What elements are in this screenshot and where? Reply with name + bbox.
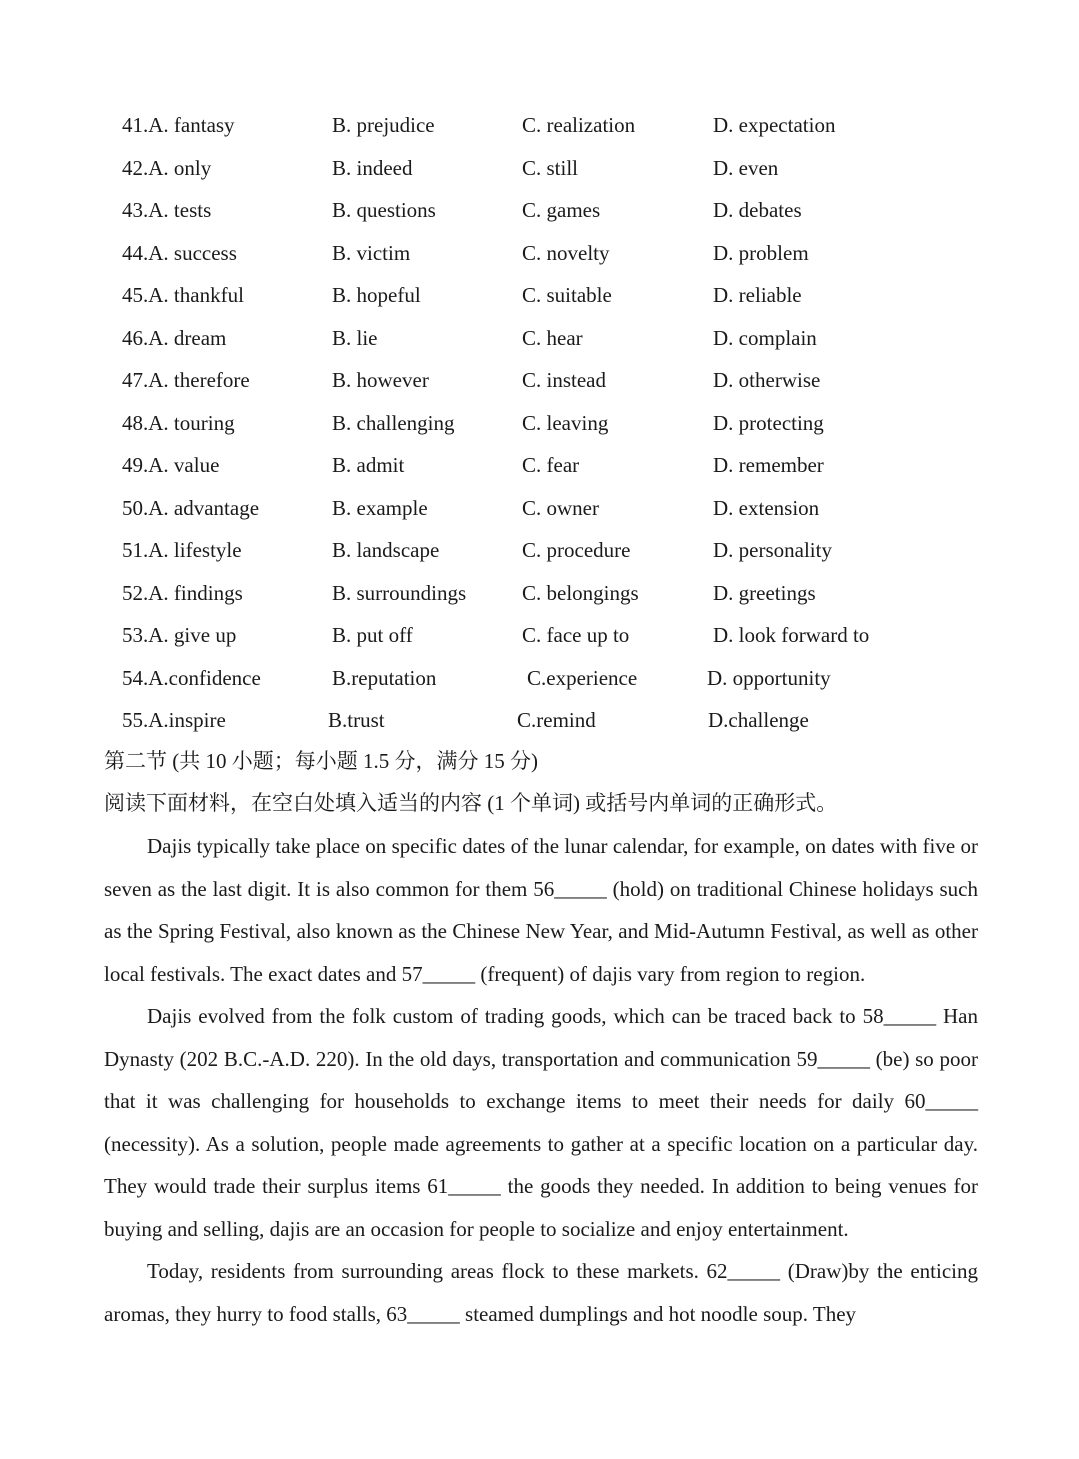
option-b: B. indeed [332, 155, 413, 180]
section-instruction: 阅读下面材料，在空白处填入适当的内容 (1 个单词) 或括号内单词的正确形式。 [104, 791, 838, 815]
option-a: 43.A. tests [122, 198, 212, 222]
option-a: 44.A. success [122, 240, 237, 265]
option-b: B. questions [332, 198, 436, 222]
option-a: 47.A. therefore [122, 368, 250, 392]
option-a: 53.A. give up [122, 623, 237, 647]
option-a: 50.A. advantage [122, 495, 260, 520]
option-c: C.remind [517, 708, 596, 732]
option-a: 42.A. only [122, 155, 212, 180]
option-a: 41.A. fantasy [122, 113, 235, 137]
option-b: B.trust [328, 708, 385, 732]
option-c: C. realization [522, 113, 636, 137]
option-d: D. personality [713, 538, 832, 562]
option-d: D. remember [713, 453, 824, 477]
option-row-43 [0, 189, 1079, 232]
option-row-45 [0, 274, 1079, 317]
option-a: 48.A. touring [122, 410, 235, 435]
multiple-choice-options [0, 104, 1079, 742]
option-row-50 [0, 487, 1079, 530]
option-b: B. prejudice [332, 113, 435, 137]
option-row-51 [0, 529, 1079, 572]
option-d: D.challenge [708, 708, 809, 732]
option-d: D. protecting [713, 410, 824, 435]
option-c: C. novelty [522, 240, 610, 265]
option-c: C. leaving [522, 410, 609, 435]
option-d: D. even [713, 155, 779, 180]
option-a: 55.A.inspire [122, 708, 226, 732]
passage-paragraph-3: Today, residents from surrounding areas flock to these markets. 62_____ (Draw)by the enticing aromas, they hurry to food stalls, 63_____ steamed dumplings and hot noodle soup. They [104, 1259, 978, 1326]
option-d: D. look forward to [713, 623, 870, 647]
option-row-42 [0, 147, 1079, 190]
option-c: C.experience [527, 665, 638, 690]
option-d: D. problem [713, 240, 809, 265]
reading-passage [104, 825, 978, 1335]
option-d: D. debates [713, 198, 802, 222]
option-d: D. greetings [713, 580, 816, 605]
option-b: B. victim [332, 240, 411, 265]
option-d: D. expectation [713, 113, 836, 137]
option-row-48 [0, 402, 1079, 445]
option-row-49 [0, 444, 1079, 487]
option-row-41 [0, 104, 1079, 147]
passage-paragraph-1: Dajis typically take place on specific dates of the lunar calendar, for example, on dates with five or seven as the last digit. It is also common for them 56_____ (hold) on traditional Chinese holidays such as the Spring Festival, also known as the Chinese New Year, and Mid-Autumn Festival, as well as other local festivals. The exact dates and 57_____ (frequent) of dajis vary from region to region. [104, 834, 978, 986]
option-row-46 [0, 317, 1079, 360]
option-b: B. admit [332, 453, 405, 477]
option-c: C. instead [522, 368, 606, 392]
option-c: C. procedure [522, 538, 631, 562]
option-row-55 [0, 699, 1079, 742]
option-b: B. challenging [332, 410, 455, 435]
option-c: C. face up to [522, 623, 630, 647]
option-d: D. extension [713, 495, 820, 520]
option-b: B.reputation [332, 665, 437, 690]
option-a: 52.A. findings [122, 580, 243, 605]
option-row-52 [0, 572, 1079, 615]
option-c: C. owner [522, 495, 599, 520]
passage-paragraph-2: Dajis evolved from the folk custom of trading goods, which can be traced back to 58_____ Han Dynasty (202 B.C.-A.D. 220). In the old days, transportation and communication 59_____ (be) so poor that it was challenging for households to exchange items to meet their needs for daily 60_____ (necessity). As a solution, people made agreements to gather at a specific location on a particular day. They would trade their surplus items 61_____ the goods they needed. In addition to being venues for buying and selling, dajis are an occasion for people to socialize and enjoy entertainment. [104, 1004, 978, 1241]
option-c: C. still [522, 155, 579, 180]
option-row-54 [0, 657, 1079, 700]
option-a: 51.A. lifestyle [122, 538, 242, 562]
option-d: D. reliable [713, 283, 802, 307]
option-a: 46.A. dream [122, 325, 227, 350]
option-a: 49.A. value [122, 453, 220, 477]
option-b: B. surroundings [332, 580, 467, 605]
section-header: 第二节 (共 10 小题；每小题 1.5 分，满分 15 分) [104, 749, 538, 773]
option-c: C. hear [522, 325, 583, 350]
option-d: D. opportunity [707, 665, 831, 690]
option-d: D. otherwise [713, 368, 821, 392]
option-a: 45.A. thankful [122, 283, 244, 307]
option-c: C. games [522, 198, 601, 222]
option-b: B. landscape [332, 538, 440, 562]
option-row-47 [0, 359, 1079, 402]
option-c: C. belongings [522, 580, 639, 605]
option-row-44 [0, 232, 1079, 275]
option-b: B. lie [332, 325, 378, 350]
option-b: B. hopeful [332, 283, 421, 307]
option-row-53 [0, 614, 1079, 657]
option-c: C. fear [522, 453, 580, 477]
option-b: B. example [332, 495, 428, 520]
option-b: B. put off [332, 623, 413, 647]
option-a: 54.A.confidence [122, 665, 261, 690]
option-d: D. complain [713, 325, 817, 350]
option-b: B. however [332, 368, 429, 392]
option-c: C. suitable [522, 283, 612, 307]
